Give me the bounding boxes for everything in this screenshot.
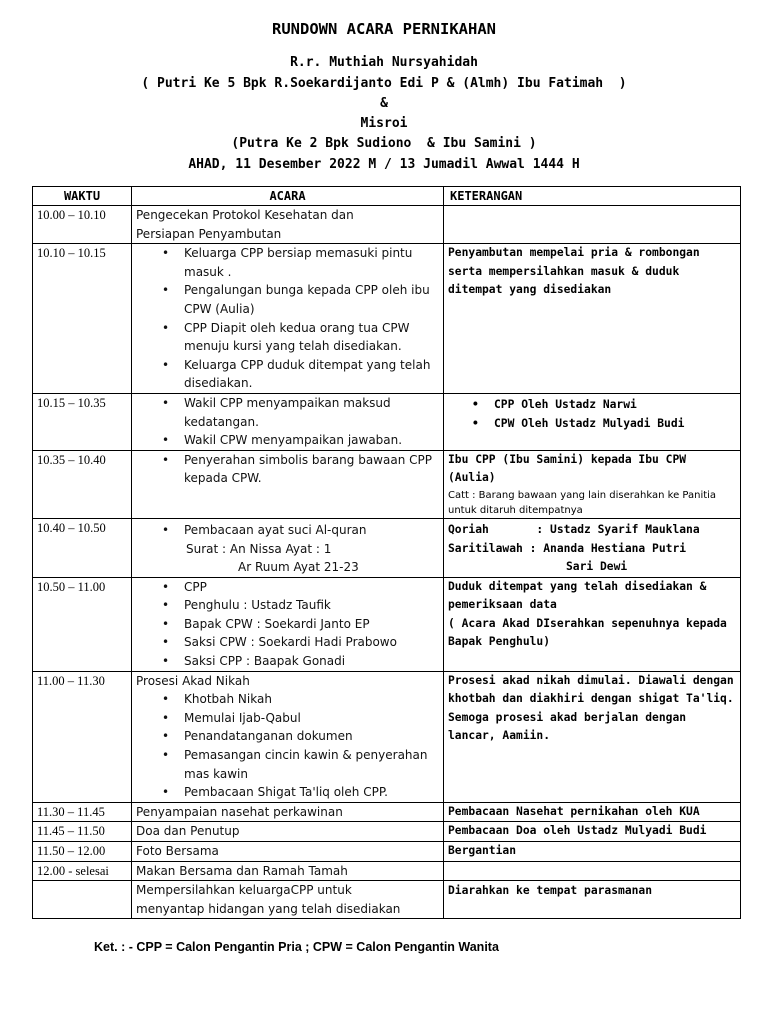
list-item: • Bapak CPW : Soekardi Janto EP bbox=[184, 615, 439, 634]
acara-cell bbox=[132, 393, 444, 450]
table-row bbox=[33, 206, 741, 244]
acara-heading: Prosesi Akad Nikah bbox=[136, 673, 250, 688]
acara-cell: Penyampaian nasehat perkawinan bbox=[132, 802, 444, 822]
table-row bbox=[33, 842, 741, 862]
time-cell: 10.00 – 10.10 bbox=[33, 206, 132, 244]
time-cell: 11.45 – 11.50 bbox=[33, 822, 132, 842]
time-cell: 11.50 – 12.00 bbox=[33, 842, 132, 862]
list-item: • Penyerahan simbolis barang bawaan CPP kepada CPW. bbox=[184, 451, 439, 488]
groom-parents: (Putra Ke 2 Bpk Sudiono & Ibu Samini ) bbox=[231, 136, 537, 151]
table-row bbox=[33, 393, 741, 450]
keterangan-list bbox=[448, 396, 736, 433]
keterangan-cell: Pembacaan Doa oleh Ustadz Mulyadi Budi bbox=[444, 822, 741, 842]
keterangan-cell bbox=[444, 861, 741, 881]
list-item: • Khotbah Nikah bbox=[184, 690, 439, 709]
event-date: AHAD, 11 Desember 2022 M / 13 Jumadil Awwal 1444 H bbox=[188, 157, 580, 172]
list-item: • Keluarga CPP duduk ditempat yang telah disediakan. bbox=[184, 356, 439, 393]
list-item: • Wakil CPW menyampaikan jawaban. bbox=[184, 431, 439, 450]
time-cell: 10.40 – 10.50 bbox=[33, 518, 132, 577]
keterangan-note: Catt : Barang bawaan yang lain diserahkan ke Panitia untuk ditaruh ditempatnya bbox=[448, 489, 717, 516]
ampersand: & bbox=[380, 96, 388, 111]
acara-list bbox=[136, 244, 439, 393]
footer-legend: Ket. : - CPP = Calon Pengantin Pria ; CPW = Calon Pengantin Wanita bbox=[94, 940, 499, 954]
acara-line: Mempersilahkan keluargaCPP untuk bbox=[136, 883, 352, 898]
bride-parents: ( Putri Ke 5 Bpk R.Soekardijanto Edi P & (Almh) Ibu Fatimah ) bbox=[141, 76, 627, 91]
list-item: • Penandatanganan dokumen bbox=[184, 727, 439, 746]
list-item: • CPW Oleh Ustadz Mulyadi Budi bbox=[494, 415, 736, 434]
surah-line: Surat : An Nissa Ayat : 1 bbox=[186, 541, 332, 556]
table-row bbox=[33, 802, 741, 822]
time-cell: 10.10 – 10.15 bbox=[33, 244, 132, 394]
time-cell: 11.30 – 11.45 bbox=[33, 802, 132, 822]
table-row bbox=[33, 671, 741, 802]
acara-cell bbox=[132, 518, 444, 577]
list-item: • CPP Diapit oleh kedua orang tua CPW menuju kursi yang telah disediakan. bbox=[184, 319, 439, 356]
acara-cell bbox=[132, 206, 444, 244]
table-row bbox=[33, 861, 741, 881]
col-header-acara: ACARA bbox=[132, 187, 444, 206]
acara-line: menyantap hidangan yang telah disediakan bbox=[136, 901, 401, 916]
table-row bbox=[33, 577, 741, 671]
acara-list bbox=[136, 521, 439, 540]
surah-line: Ar Ruum Ayat 21-23 bbox=[238, 560, 359, 575]
acara-cell bbox=[132, 244, 444, 394]
acara-cell: Makan Bersama dan Ramah Tamah bbox=[132, 861, 444, 881]
keterangan-cell: Pembacaan Nasehat pernikahan oleh KUA bbox=[444, 802, 741, 822]
col-header-keterangan: KETERANGAN bbox=[444, 187, 741, 206]
time-cell: 10.15 – 10.35 bbox=[33, 393, 132, 450]
keterangan-line: Saritilawah : Ananda Hestiana Putri bbox=[448, 541, 687, 555]
list-item: • CPP Oleh Ustadz Narwi bbox=[494, 396, 736, 415]
table-row bbox=[33, 881, 741, 919]
list-item: • Pemasangan cincin kawin & penyerahan mas kawin bbox=[184, 746, 439, 783]
acara-list bbox=[136, 578, 439, 671]
list-item: • CPP bbox=[184, 578, 439, 597]
time-cell: 10.35 – 10.40 bbox=[33, 450, 132, 518]
acara-cell: Doa dan Penutup bbox=[132, 822, 444, 842]
time-cell: 10.50 – 11.00 bbox=[33, 577, 132, 671]
keterangan-cell: Penyambutan mempelai pria & rombongan serta mempersilahkan masuk & duduk ditempat yang disediakan bbox=[444, 244, 741, 394]
keterangan-cell bbox=[444, 577, 741, 671]
keterangan-cell bbox=[444, 881, 741, 919]
acara-cell bbox=[132, 450, 444, 518]
list-item: • Pembacaan Shigat Ta'liq oleh CPP. bbox=[184, 783, 439, 802]
page-title: RUNDOWN ACARA PERNIKAHAN bbox=[272, 20, 496, 38]
acara-list bbox=[136, 451, 439, 488]
acara-cell bbox=[132, 881, 444, 919]
acara-cell: Foto Bersama bbox=[132, 842, 444, 862]
list-item: • Saksi CPP : Baapak Gonadi bbox=[184, 652, 439, 671]
keterangan-cell bbox=[444, 393, 741, 450]
table-row bbox=[33, 518, 741, 577]
keterangan-text: Duduk ditempat yang telah disediakan & pemeriksaan data bbox=[448, 579, 707, 612]
list-item: • Keluarga CPP bersiap memasuki pintu masuk . bbox=[184, 244, 439, 281]
list-item: • Penghulu : Ustadz Taufik bbox=[184, 596, 439, 615]
acara-line: Pengecekan Protokol Kesehatan dan bbox=[136, 208, 354, 222]
acara-list bbox=[136, 690, 439, 802]
keterangan-text: Diarahkan ke tempat parasmanan bbox=[448, 884, 653, 898]
time-cell bbox=[33, 881, 132, 919]
table-row bbox=[33, 822, 741, 842]
time-cell: 12.00 - selesai bbox=[33, 861, 132, 881]
rundown-table bbox=[32, 186, 741, 919]
keterangan-cell: Prosesi akad nikah dimulai. Diawali dengan khotbah dan diakhiri dengan shigat Ta'liq. Semoga prosesi akad berjalan dengan lancar, Aamiin. bbox=[444, 671, 741, 802]
table-header-row bbox=[33, 187, 741, 206]
keterangan-cell bbox=[444, 518, 741, 577]
groom-name: Misroi bbox=[360, 116, 408, 131]
list-item: • Pengalungan bunga kepada CPP oleh ibu CPW (Aulia) bbox=[184, 281, 439, 318]
keterangan-line: Sari Dewi bbox=[566, 560, 628, 574]
keterangan-cell bbox=[444, 206, 741, 244]
list-item: • Saksi CPW : Soekardi Hadi Prabowo bbox=[184, 633, 439, 652]
acara-cell bbox=[132, 577, 444, 671]
table-row bbox=[33, 244, 741, 394]
keterangan-text: Ibu CPP (Ibu Samini) kepada Ibu CPW (Aulia) bbox=[448, 452, 687, 485]
bride-name: R.r. Muthiah Nursyahidah bbox=[290, 55, 478, 70]
list-item: • Pembacaan ayat suci Al-quran bbox=[184, 521, 439, 540]
acara-line: Persiapan Penyambutan bbox=[136, 226, 282, 241]
col-header-waktu: WAKTU bbox=[33, 187, 132, 206]
keterangan-cell bbox=[444, 450, 741, 518]
keterangan-line: Qoriah : Ustadz Syarif Mauklana bbox=[448, 522, 700, 536]
keterangan-cell: Bergantian bbox=[444, 842, 741, 862]
table-row bbox=[33, 450, 741, 518]
acara-cell bbox=[132, 671, 444, 802]
list-item: • Memulai Ijab-Qabul bbox=[184, 709, 439, 728]
acara-list bbox=[136, 394, 439, 450]
keterangan-text: ( Acara Akad DIserahkan sepenuhnya kepada Bapak Penghulu) bbox=[448, 616, 727, 649]
list-item: • Wakil CPP menyampaikan maksud kedatangan. bbox=[184, 394, 439, 431]
time-cell: 11.00 – 11.30 bbox=[33, 671, 132, 802]
